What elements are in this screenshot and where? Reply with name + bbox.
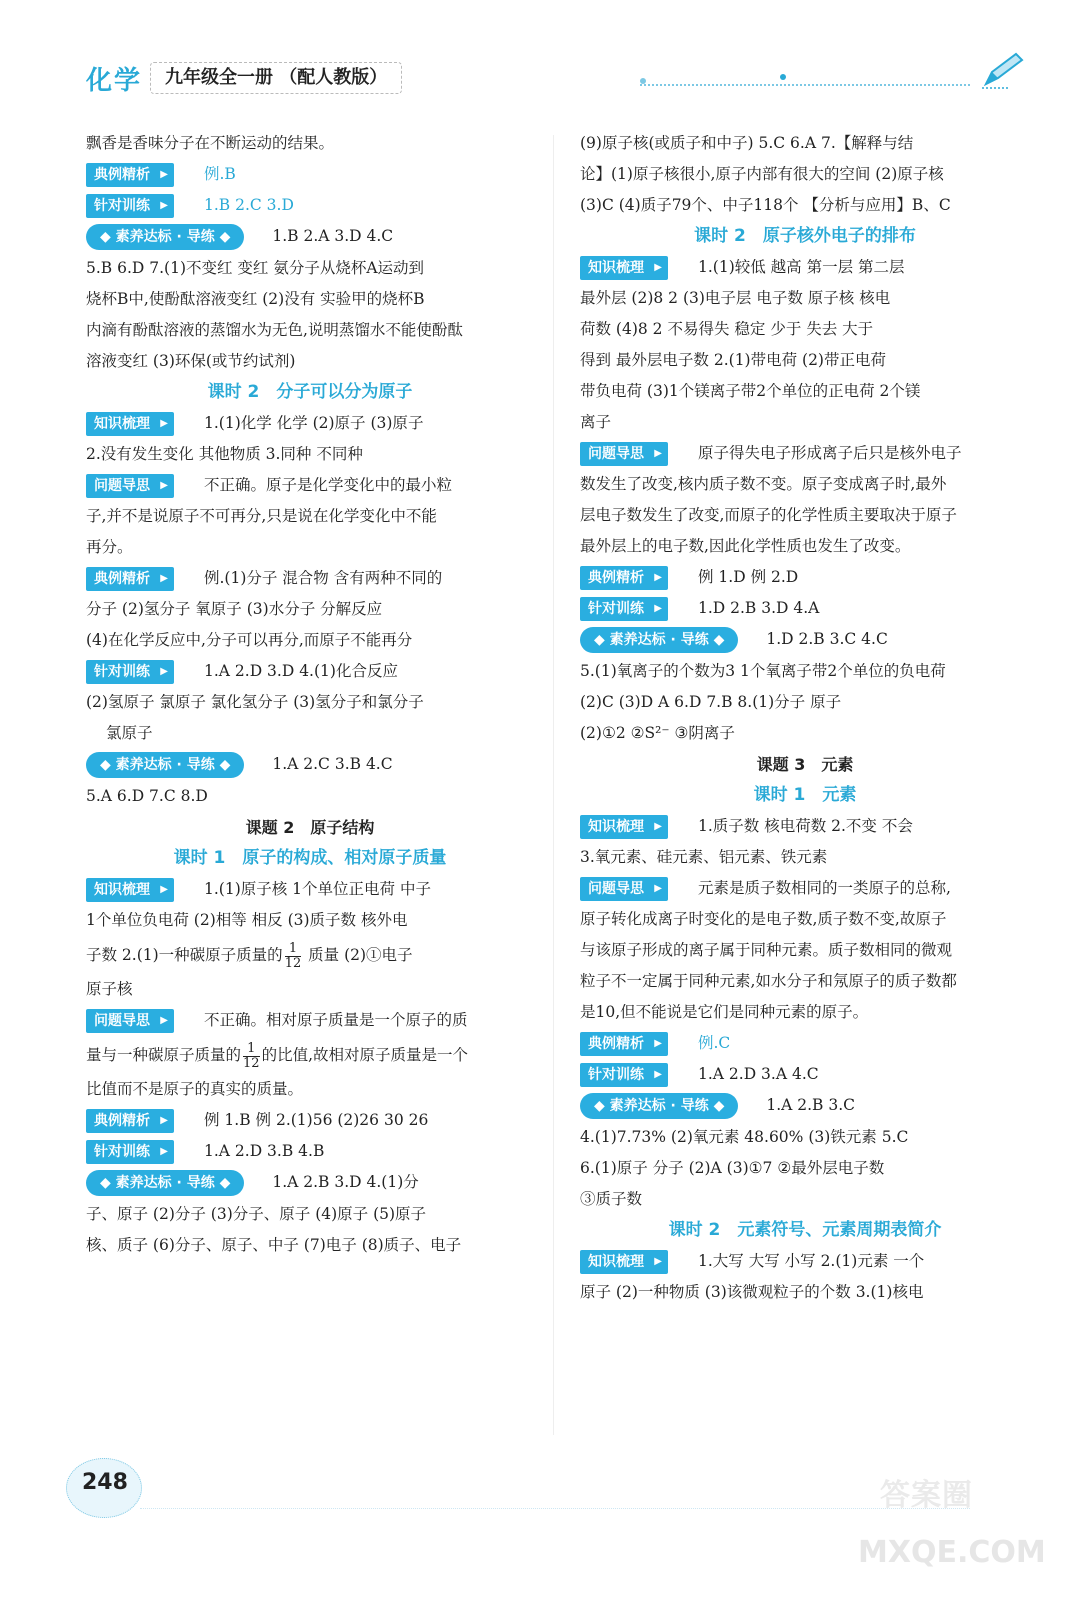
column-divider (553, 135, 554, 1435)
text-line: (2)C (3)D A 6.D 7.B 8.(1)分子 原子 (580, 693, 842, 711)
left-column (86, 128, 534, 1261)
header-dotted-line (640, 84, 970, 86)
text-line: 原子核 (86, 980, 133, 998)
text-fragment: 的比值,故相对原子质量是一个 (261, 1046, 468, 1064)
tag-knowledge: 知识梳理 ▶ (86, 412, 174, 436)
tag-literacy: ◆ 素养达标 · 导练 ◆ (86, 1170, 244, 1196)
text-fragment: 质量 (2)①电子 (303, 946, 413, 964)
answer-line: 1.A 2.D 3.B 4.B (204, 1142, 325, 1160)
answer-line: 元素是质子数相同的一类原子的总称, (698, 879, 951, 897)
text-line: 是10,但不能说是它们是同种元素的原子。 (580, 1003, 869, 1021)
fraction (285, 942, 302, 971)
grade-label: 九年级全一册 （配人教版） (150, 62, 402, 94)
answer-line: 1.B 2.C 3.D (204, 196, 294, 214)
answer-line: 1.D 2.B 3.C 4.C (766, 630, 888, 648)
text-line: 5.B 6.D 7.(1)不变红 变红 氨分子从烧杯A运动到 (86, 259, 425, 277)
text-line: (2)氢原子 氯原子 氯化氢分子 (3)氢分子和氯分子 (86, 693, 424, 711)
tag-example: 典例精析 ▶ (86, 163, 174, 187)
tag-literacy: ◆ 素养达标 · 导练 ◆ (580, 1093, 738, 1119)
lesson-heading: 课时 2 原子核外电子的排布 (694, 226, 916, 246)
fraction-denominator: 12 (243, 1055, 260, 1071)
answer-line: 1.A 2.D 3.A 4.C (698, 1065, 819, 1083)
text-line: 带负电荷 (3)1个镁离子带2个单位的正电荷 2个镁 (580, 382, 921, 400)
text-line: 原子 (2)一种物质 (3)该微观粒子的个数 3.(1)核电 (580, 1283, 924, 1301)
text-line: 子、原子 (2)分子 (3)分子、原子 (4)原子 (5)原子 (86, 1205, 427, 1223)
tag-knowledge: 知识梳理 ▶ (580, 256, 668, 280)
text-line: 核、质子 (6)分子、原子、中子 (7)电子 (8)质子、电子 (86, 1236, 462, 1254)
tag-literacy: ◆ 素养达标 · 导练 ◆ (580, 627, 738, 653)
lesson-heading: 课时 1 元素 (753, 785, 857, 805)
text-line: 3.氧元素、硅元素、铝元素、铁元素 (580, 848, 828, 866)
tag-literacy: ◆ 素养达标 · 导练 ◆ (86, 224, 244, 250)
lesson-heading: 课时 1 原子的构成、相对原子质量 (173, 848, 447, 868)
text-line: ③质子数 (580, 1190, 643, 1208)
answer-line: 1.A 2.B 3.C (766, 1096, 856, 1114)
watermark-logo: 答案圈 (880, 1478, 973, 1513)
answer-line: 例.C (698, 1034, 731, 1052)
text-line: 子,并不是说原子不可再分,只是说在化学变化中不能 (86, 507, 437, 525)
fraction-denominator: 12 (284, 955, 302, 971)
answer-line: 1.(1)原子核 1个单位正电荷 中子 (204, 880, 431, 898)
page-header (0, 0, 1080, 120)
answer-line: 1.A 2.C 3.B 4.C (272, 755, 393, 773)
tag-example: 典例精析 ▶ (86, 567, 174, 591)
text-line: 粒子不一定属于同种元素,如水分子和氖原子的质子数都 (580, 972, 957, 990)
answer-line: 不正确。原子是化学变化中的最小粒 (204, 476, 453, 494)
text-line: (4)在化学反应中,分子可以再分,而原子不能再分 (86, 631, 413, 649)
answer-line: 1.(1)较低 越高 第一层 第二层 (698, 258, 905, 276)
text-line: 比值而不是原子的真实的质量。 (86, 1080, 304, 1098)
answer-line: 1.大写 大写 小写 2.(1)元素 一个 (698, 1252, 925, 1270)
fraction-numerator: 1 (243, 1042, 260, 1057)
text-line: 2.没有发生变化 其他物质 3.同种 不同种 (86, 445, 363, 463)
tag-example: 典例精析 ▶ (86, 1109, 174, 1133)
answer-line: 例 1.D 例 2.D (698, 568, 799, 586)
text-fragment: 子数 2.(1)一种碳原子质量的 (86, 946, 283, 964)
answer-line: 例 1.B 例 2.(1)56 (2)26 30 26 (204, 1111, 429, 1129)
answer-line: 1.质子数 核电荷数 2.不变 不会 (698, 817, 913, 835)
text-line: 与该原子形成的离子属于同种元素。质子数相同的微观 (580, 941, 953, 959)
answer-line: 例.(1)分子 混合物 含有两种不同的 (204, 569, 443, 587)
tag-question: 问题导思 ▶ (86, 474, 174, 498)
text-line: 荷数 (4)8 2 不易得失 稳定 少于 失去 大于 (580, 320, 874, 338)
fraction (243, 1042, 260, 1071)
text-line: 5.(1)氧离子的个数为3 1个氧离子带2个单位的负电荷 (580, 662, 946, 680)
text-line: (3)C (4)质子79个、中子118个 【分析与应用】B、C (580, 196, 951, 214)
tag-practice: 针对训练 ▶ (86, 194, 174, 218)
text-line: 5.A 6.D 7.C 8.D (86, 787, 208, 805)
text-line: 内滴有酚酞溶液的蒸馏水为无色,说明蒸馏水不能使酚酞 (86, 321, 463, 339)
text-line: 飘香是香味分子在不断运动的结果。 (86, 134, 335, 152)
fraction-numerator: 1 (285, 942, 302, 957)
text-line: 最外层 (2)8 2 (3)电子层 电子数 原子核 核电 (580, 289, 891, 307)
text-line: 数发生了改变,核内质子数不变。原子变成离子时,最外 (580, 475, 947, 493)
text-line: 溶液变红 (3)环保(或节约试剂) (86, 352, 296, 370)
answer-line: 1.B 2.A 3.D 4.C (272, 227, 394, 245)
tag-practice: 针对训练 ▶ (86, 1140, 174, 1164)
lesson-heading: 课时 2 元素符号、元素周期表简介 (668, 1220, 942, 1240)
answer-line: 1.(1)化学 化学 (2)原子 (3)原子 (204, 414, 424, 432)
text-line: (2)①2 ②S²⁻ ③阴离子 (580, 724, 735, 742)
text-line: 4.(1)7.73% (2)氧元素 48.60% (3)铁元素 5.C (580, 1128, 909, 1146)
text-line: 6.(1)原子 分子 (2)A (3)①7 ②最外层电子数 (580, 1159, 885, 1177)
topic-heading: 课题 2 原子结构 (245, 818, 375, 837)
decor-dot (780, 74, 786, 80)
text-line: 再分。 (86, 538, 133, 556)
tag-example: 典例精析 ▶ (580, 566, 668, 590)
answer-line: 原子得失电子形成离子后只是核外电子 (698, 444, 962, 462)
text-line: (9)原子核(或质子和中子) 5.C 6.A 7.【解释与结 (580, 134, 914, 152)
tag-question: 问题导思 ▶ (580, 442, 668, 466)
tag-practice: 针对训练 ▶ (580, 597, 668, 621)
page-number: 248 (82, 1470, 128, 1495)
tag-knowledge: 知识梳理 ▶ (580, 1250, 668, 1274)
text-line: 烧杯B中,使酚酞溶液变红 (2)没有 实验甲的烧杯B (86, 290, 425, 308)
tag-practice: 针对训练 ▶ (580, 1063, 668, 1087)
footer-dotted-line (140, 1508, 970, 1509)
tag-practice: 针对训练 ▶ (86, 660, 174, 684)
tag-example: 典例精析 ▶ (580, 1032, 668, 1056)
text-line: 最外层上的电子数,因此化学性质也发生了改变。 (580, 537, 911, 555)
pen-icon (978, 50, 1028, 90)
answer-line: 不正确。相对原子质量是一个原子的质 (204, 1011, 468, 1029)
answer-line: 1.A 2.D 3.D 4.(1)化合反应 (204, 662, 398, 680)
text-line: 得到 最外层电子数 2.(1)带电荷 (2)带正电荷 (580, 351, 886, 369)
subject-title: 化学 (86, 66, 143, 96)
text-line: 1个单位负电荷 (2)相等 相反 (3)质子数 核外电 (86, 911, 408, 929)
text-line: 分子 (2)氢分子 氧原子 (3)水分子 分解反应 (86, 600, 383, 618)
tag-literacy: ◆ 素养达标 · 导练 ◆ (86, 752, 244, 778)
text-line: 氯原子 (106, 724, 153, 742)
tag-knowledge: 知识梳理 ▶ (86, 878, 174, 902)
answer-line: 1.A 2.B 3.D 4.(1)分 (272, 1173, 419, 1191)
text-line: 论】(1)原子核很小,原子内部有很大的空间 (2)原子核 (580, 165, 944, 183)
watermark-url: MXQE.COM (858, 1535, 1046, 1570)
text-line: 原子转化成离子时变化的是电子数,质子数不变,故原子 (580, 910, 947, 928)
topic-heading: 课题 3 元素 (756, 755, 854, 774)
answer-line: 1.D 2.B 3.D 4.A (698, 599, 820, 617)
tag-question: 问题导思 ▶ (580, 877, 668, 901)
tag-question: 问题导思 ▶ (86, 1009, 174, 1033)
right-column (580, 128, 1030, 1308)
text-fragment: 量与一种碳原子质量的 (86, 1046, 242, 1064)
text-line: 离子 (580, 413, 612, 431)
tag-knowledge: 知识梳理 ▶ (580, 815, 668, 839)
text-line: 层电子数发生了改变,而原子的化学性质主要取决于原子 (580, 506, 957, 524)
lesson-heading: 课时 2 分子可以分为原子 (207, 382, 413, 402)
answer-line: 例.B (204, 165, 236, 183)
